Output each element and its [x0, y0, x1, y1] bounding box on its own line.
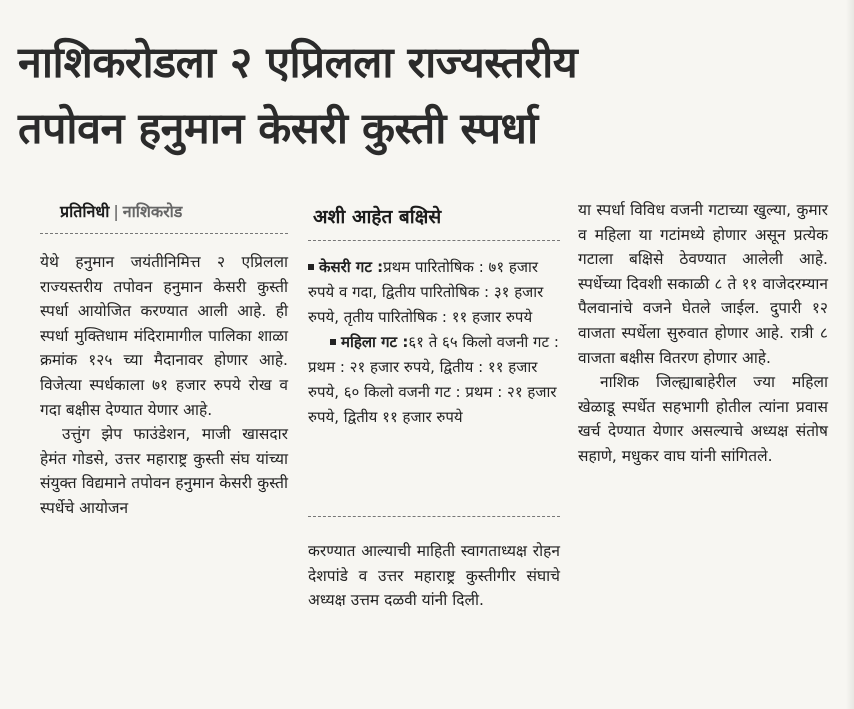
column3-paragraph-2: नाशिक जिल्ह्याबाहेरील ज्या महिला खेळाडू स्पर्धेत सहभागी होतील त्यांना प्रवास खर्च देण्यात येणार असल्याचे अध्यक्ष संतोष सहाणे, मधुकर वाघ यांनी सांगितले.	[578, 373, 828, 465]
article-column-2-continued	[308, 539, 560, 613]
column1-paragraph-2: उत्तुंग झेप फाउंडेशन, माजी खासदार हेमंत गोडसे, उत्तर महाराष्ट्र कुस्ती संघ यांच्या संयुक्त विद्यमाने तपोवन हनुमान केसरी कुस्ती स्पर्धेचे आयोजन	[40, 425, 288, 517]
column2-paragraph: करण्यात आल्याची माहिती स्वागताध्यक्ष रोहन देशपांडे व उत्तर महाराष्ट्र कुस्तीगीर संघाचे अध्यक्ष उत्तम दळवी यांनी दिली.	[308, 542, 560, 610]
headline-line-1: नाशिकरोडला २ एप्रिलला राज्यस्तरीय	[18, 38, 578, 88]
page-edge-shadow	[846, 0, 854, 709]
headline-line-2: तपोवन हनुमान केसरी कुस्ती स्पर्धा	[18, 104, 538, 154]
column1-paragraph-1: येथे हनुमान जयंतीनिमित्त २ एप्रिलला राज्यस्तरीय तपोवन हनुमान केसरी कुस्ती स्पर्धा आयोजित करण्यात आली आहे. ही स्पर्धा मुक्तिधाम मंदिरामागील पालिका शाळा क्रमांक १२५ च्या मैदानावर होणार आहे. विजेत्या स्पर्धकाला ७१ हजार रुपये रोख व गदा बक्षीस देण्यात येणार आहे.	[40, 253, 288, 419]
prize-item-mahila	[308, 330, 560, 430]
article-column-1	[40, 250, 288, 521]
prize-item-mahila-head: महिला गट :	[341, 333, 409, 351]
byline-divider	[40, 233, 288, 234]
prizes-box-bottom-divider	[308, 516, 560, 517]
byline-reporter: प्रतिनिधी	[60, 202, 110, 221]
article-column-3	[578, 198, 828, 469]
headline	[18, 30, 818, 162]
prize-item-mahila-text: ६१ ते ६५ किलो वजनी गट : प्रथम : २१ हजार रुपये, द्वितीय : ११ हजार रुपये, ६० किलो वजनी गट : प्रथम : २१ हजार रुपये, द्वितीय ११ हजार रुपये	[308, 333, 559, 426]
byline-place: नाशिकरोड	[122, 202, 183, 221]
prize-item-kesari-text: प्रथम पारितोषिक : ७१ हजार रुपये व गदा, द्वितीय पारितोषिक : ३१ हजार रुपये, तृतीय पारितोषिक : ११ हजार रुपये	[308, 258, 544, 326]
prize-item-kesari	[308, 255, 560, 330]
prizes-box-title: अशी आहेत बक्षिसे	[313, 206, 442, 228]
bullet-icon	[308, 264, 314, 270]
byline	[60, 200, 280, 222]
bullet-icon	[330, 339, 336, 345]
prizes-box	[308, 255, 560, 430]
byline-separator: |	[113, 202, 119, 221]
prize-item-kesari-head: केसरी गट :	[319, 258, 384, 276]
prizes-title-divider	[308, 240, 560, 241]
column3-paragraph-1: या स्पर्धा विविध वजनी गटाच्या खुल्या, कुमार व महिला या गटांमध्ये होणार असून प्रत्येक गटाला बक्षिसे ठेवण्यात आलेली आहे. स्पर्धेच्या दिवशी सकाळी ८ ते ११ वाजेदरम्यान पैलवानांचे वजने घेतले जाईल. दुपारी १२ वाजता स्पर्धेला सुरुवात होणार आहे. रात्री ८ वाजता बक्षीस वितरण होणार आहे.	[578, 201, 828, 367]
